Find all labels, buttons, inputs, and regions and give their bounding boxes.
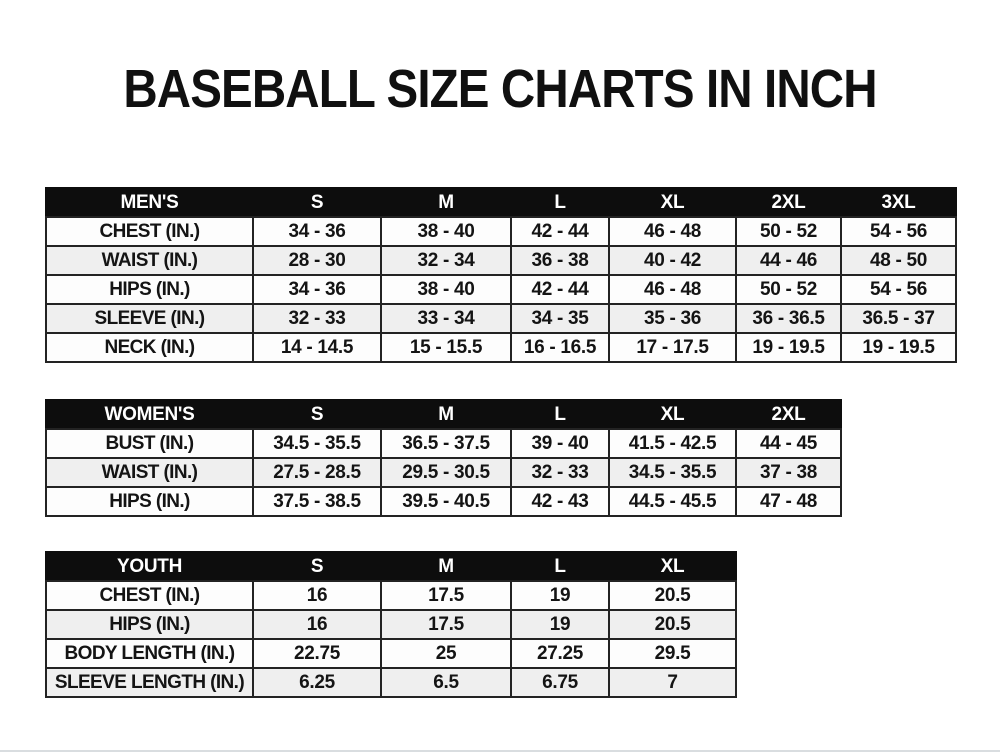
value-cell: 48 - 50	[841, 246, 956, 275]
value-cell: 6.5	[381, 668, 511, 697]
row-label-cell: BODY LENGTH (IN.)	[46, 639, 253, 668]
womens-header-size-s: S	[253, 400, 381, 429]
row-label-cell: BUST (IN.)	[46, 429, 253, 458]
value-cell: 25	[381, 639, 511, 668]
value-cell: 34.5 - 35.5	[609, 458, 736, 487]
value-cell: 19	[511, 610, 609, 639]
value-cell: 46 - 48	[609, 275, 736, 304]
value-cell: 17.5	[381, 581, 511, 610]
page-title-container	[0, 58, 1000, 120]
value-cell: 19 - 19.5	[736, 333, 841, 362]
value-cell: 50 - 52	[736, 217, 841, 246]
value-cell: 42 - 43	[511, 487, 609, 516]
value-cell: 50 - 52	[736, 275, 841, 304]
value-cell: 20.5	[609, 581, 736, 610]
row-label-cell: CHEST (IN.)	[46, 581, 253, 610]
value-cell: 44 - 46	[736, 246, 841, 275]
youth-body-length-row	[46, 639, 736, 668]
value-cell: 19	[511, 581, 609, 610]
mens-chest-row	[46, 217, 956, 246]
value-cell: 37 - 38	[736, 458, 841, 487]
mens-sleeve-row	[46, 304, 956, 333]
womens-waist-row	[46, 458, 841, 487]
womens-header-row	[46, 400, 841, 429]
value-cell: 54 - 56	[841, 217, 956, 246]
value-cell: 33 - 34	[381, 304, 511, 333]
value-cell: 36.5 - 37	[841, 304, 956, 333]
mens-header-size-2xl: 2XL	[736, 188, 841, 217]
womens-bust-row	[46, 429, 841, 458]
page-title: BASEBALL SIZE CHARTS IN INCH	[123, 59, 877, 119]
womens-header-size-xl: XL	[609, 400, 736, 429]
womens-size-table	[45, 399, 842, 517]
youth-sleeve-length-row	[46, 668, 736, 697]
value-cell: 36 - 38	[511, 246, 609, 275]
mens-hips-row	[46, 275, 956, 304]
row-label-cell: CHEST (IN.)	[46, 217, 253, 246]
mens-waist-row	[46, 246, 956, 275]
row-label-cell: HIPS (IN.)	[46, 487, 253, 516]
mens-neck-row	[46, 333, 956, 362]
value-cell: 44.5 - 45.5	[609, 487, 736, 516]
row-label-cell: HIPS (IN.)	[46, 610, 253, 639]
value-cell: 44 - 45	[736, 429, 841, 458]
value-cell: 16 - 16.5	[511, 333, 609, 362]
value-cell: 36.5 - 37.5	[381, 429, 511, 458]
value-cell: 42 - 44	[511, 275, 609, 304]
value-cell: 15 - 15.5	[381, 333, 511, 362]
youth-hips-row	[46, 610, 736, 639]
row-label-cell: WAIST (IN.)	[46, 246, 253, 275]
womens-header-size-m: M	[381, 400, 511, 429]
value-cell: 6.75	[511, 668, 609, 697]
value-cell: 54 - 56	[841, 275, 956, 304]
value-cell: 38 - 40	[381, 275, 511, 304]
value-cell: 46 - 48	[609, 217, 736, 246]
value-cell: 34.5 - 35.5	[253, 429, 381, 458]
mens-header-size-xl: XL	[609, 188, 736, 217]
youth-header-size-xl: XL	[609, 552, 736, 581]
value-cell: 41.5 - 42.5	[609, 429, 736, 458]
value-cell: 17 - 17.5	[609, 333, 736, 362]
value-cell: 47 - 48	[736, 487, 841, 516]
value-cell: 32 - 33	[253, 304, 381, 333]
value-cell: 40 - 42	[609, 246, 736, 275]
mens-header-size-l: L	[511, 188, 609, 217]
value-cell: 28 - 30	[253, 246, 381, 275]
value-cell: 16	[253, 581, 381, 610]
youth-chest-row	[46, 581, 736, 610]
youth-header-row	[46, 552, 736, 581]
youth-size-table	[45, 551, 737, 698]
youth-header-group-cell: YOUTH	[46, 552, 253, 581]
row-label-cell: HIPS (IN.)	[46, 275, 253, 304]
value-cell: 17.5	[381, 610, 511, 639]
value-cell: 39.5 - 40.5	[381, 487, 511, 516]
value-cell: 27.25	[511, 639, 609, 668]
womens-header-size-2xl: 2XL	[736, 400, 841, 429]
row-label-cell: WAIST (IN.)	[46, 458, 253, 487]
value-cell: 37.5 - 38.5	[253, 487, 381, 516]
row-label-cell: SLEEVE LENGTH (IN.)	[46, 668, 253, 697]
mens-header-row	[46, 188, 956, 217]
womens-header-size-l: L	[511, 400, 609, 429]
value-cell: 27.5 - 28.5	[253, 458, 381, 487]
value-cell: 29.5	[609, 639, 736, 668]
mens-header-size-s: S	[253, 188, 381, 217]
womens-header-group-cell: WOMEN'S	[46, 400, 253, 429]
value-cell: 42 - 44	[511, 217, 609, 246]
value-cell: 19 - 19.5	[841, 333, 956, 362]
value-cell: 34 - 36	[253, 275, 381, 304]
mens-header-size-m: M	[381, 188, 511, 217]
mens-size-table	[45, 187, 957, 363]
value-cell: 34 - 36	[253, 217, 381, 246]
mens-header-size-3xl: 3XL	[841, 188, 956, 217]
womens-hips-row	[46, 487, 841, 516]
row-label-cell: NECK (IN.)	[46, 333, 253, 362]
value-cell: 38 - 40	[381, 217, 511, 246]
value-cell: 16	[253, 610, 381, 639]
value-cell: 7	[609, 668, 736, 697]
value-cell: 39 - 40	[511, 429, 609, 458]
value-cell: 32 - 34	[381, 246, 511, 275]
value-cell: 14 - 14.5	[253, 333, 381, 362]
youth-header-size-s: S	[253, 552, 381, 581]
value-cell: 6.25	[253, 668, 381, 697]
value-cell: 35 - 36	[609, 304, 736, 333]
value-cell: 29.5 - 30.5	[381, 458, 511, 487]
row-label-cell: SLEEVE (IN.)	[46, 304, 253, 333]
value-cell: 22.75	[253, 639, 381, 668]
youth-header-size-m: M	[381, 552, 511, 581]
youth-header-size-l: L	[511, 552, 609, 581]
value-cell: 34 - 35	[511, 304, 609, 333]
mens-header-group-cell: MEN'S	[46, 188, 253, 217]
value-cell: 32 - 33	[511, 458, 609, 487]
value-cell: 36 - 36.5	[736, 304, 841, 333]
value-cell: 20.5	[609, 610, 736, 639]
